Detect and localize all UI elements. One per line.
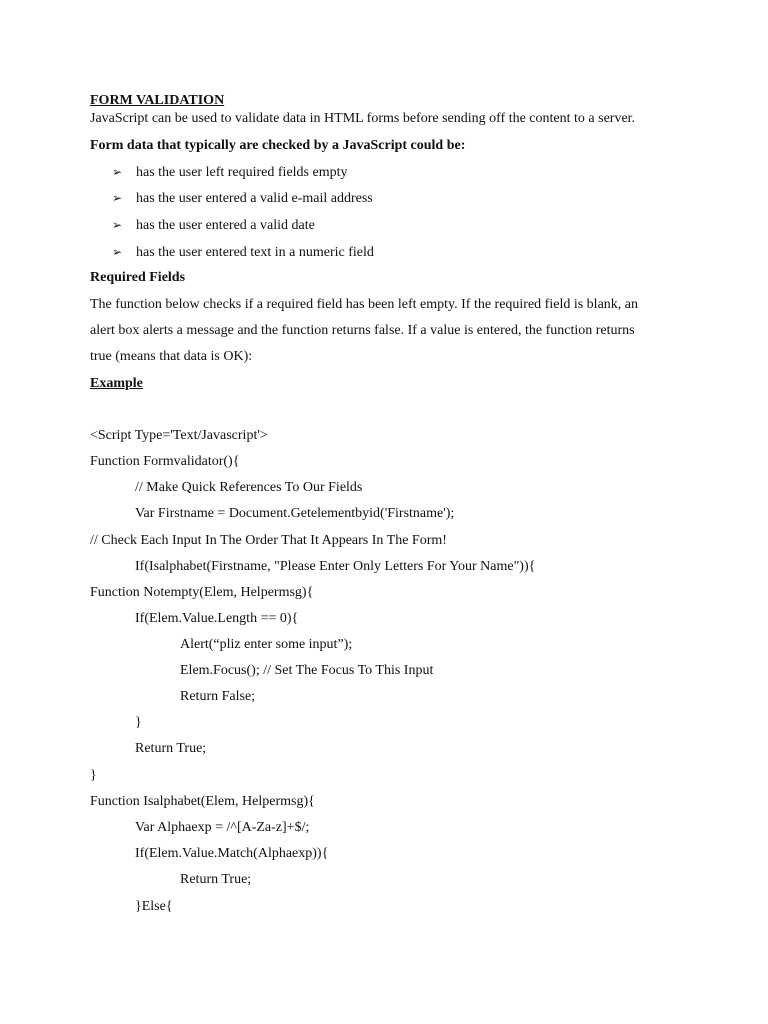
checked-heading: Form data that typically are checked by a JavaScript could be: — [90, 138, 466, 153]
code-line: Return True; — [135, 741, 207, 756]
example-heading: Example — [90, 376, 143, 391]
code-line: <Script Type='Text/Javascript'> — [90, 428, 268, 443]
arrow-bullet-icon: ➢ — [112, 191, 123, 205]
page-title: FORM VALIDATION — [90, 93, 225, 108]
code-line: Var Alphaexp = /^[A-Za-z]+$/; — [135, 820, 310, 835]
bullet-item: ➢ has the user entered a valid date — [112, 218, 315, 233]
required-text-line: alert box alerts a message and the function returns false. If a value is entered, the function returns — [90, 323, 635, 338]
required-fields-heading: Required Fields — [90, 270, 186, 285]
code-line: Return False; — [180, 689, 256, 704]
bullet-item: ➢ has the user entered a valid e-mail address — [112, 191, 373, 206]
code-line: }Else{ — [135, 899, 173, 914]
code-line: If(Isalphabet(Firstname, "Please Enter Only Letters For Your Name")){ — [135, 559, 536, 574]
code-line: Elem.Focus(); // Set The Focus To This Input — [180, 663, 434, 678]
code-line: } — [90, 768, 97, 783]
code-line: // Check Each Input In The Order That It Appears In The Form! — [90, 533, 447, 548]
code-line: Var Firstname = Document.Getelementbyid('Firstname'); — [135, 506, 455, 521]
code-line: Function Formvalidator(){ — [90, 454, 240, 469]
required-text-line: true (means that data is OK): — [90, 349, 253, 364]
intro-paragraph: JavaScript can be used to validate data in HTML forms before sending off the content to a server. — [90, 111, 636, 126]
code-line: If(Elem.Value.Length == 0){ — [135, 611, 299, 626]
arrow-bullet-icon: ➢ — [112, 245, 123, 259]
arrow-bullet-icon: ➢ — [112, 218, 123, 232]
bullet-item: ➢ has the user entered text in a numeric field — [112, 245, 374, 260]
code-line: Alert(“pliz enter some input”); — [180, 637, 353, 652]
code-line: Function Notempty(Elem, Helpermsg){ — [90, 585, 314, 600]
arrow-bullet-icon: ➢ — [112, 165, 123, 179]
code-line: Function Isalphabet(Elem, Helpermsg){ — [90, 794, 315, 809]
code-line: } — [135, 715, 142, 730]
required-text-line: The function below checks if a required field has been left empty. If the required field is blank, an — [90, 297, 638, 312]
code-line: Return True; — [180, 872, 252, 887]
code-line: If(Elem.Value.Match(Alphaexp)){ — [135, 846, 329, 861]
code-line: // Make Quick References To Our Fields — [135, 480, 363, 495]
bullet-item: ➢ has the user left required fields empty — [112, 165, 348, 180]
